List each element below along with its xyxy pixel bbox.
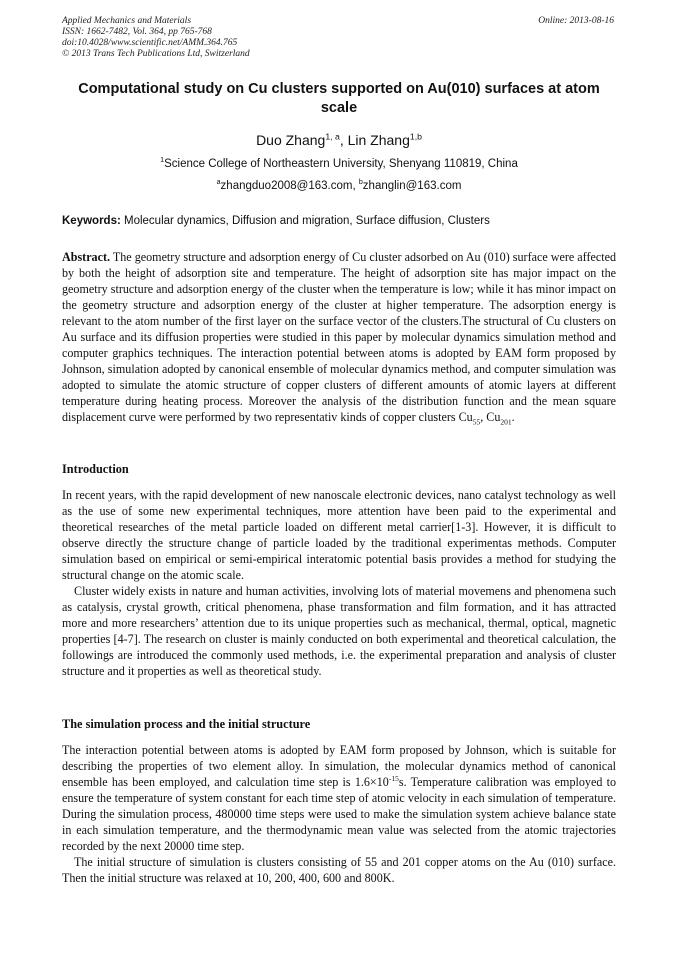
abstract-section xyxy=(62,249,616,425)
affiliation-text: Science College of Northeastern University, Shenyang 110819, China xyxy=(164,158,518,170)
publication-header xyxy=(62,16,422,60)
exponent: -15 xyxy=(388,773,399,783)
author-separator: , xyxy=(339,132,348,148)
email-mark: a xyxy=(216,178,221,187)
simulation-section xyxy=(62,716,616,886)
author-list xyxy=(62,131,616,149)
keywords-label: Keywords: xyxy=(62,215,121,227)
online-date: Online: 2013-08-16 xyxy=(538,16,614,26)
section-heading: Introduction xyxy=(62,462,129,476)
subscript: 55 xyxy=(472,417,481,427)
issn-line: ISSN: 1662-7482, Vol. 364, pp 765-768 xyxy=(62,27,212,37)
email-address: zhangduo2008@163.com xyxy=(220,180,353,192)
author-name: Lin Zhang xyxy=(347,132,410,148)
doi-line: doi:10.4028/www.scientific.net/AMM.364.765 xyxy=(62,38,238,48)
paper-title: Computational study on Cu clusters supported on Au(010) surfaces at atom scale xyxy=(78,81,600,116)
email-mark: b xyxy=(358,178,363,187)
affiliation-mark: 1 xyxy=(160,156,165,165)
author-name: Duo Zhang xyxy=(256,132,326,148)
paragraph: In recent years, with the rapid development of new nanoscale electronic devices, nano catalyst technology as well as the use of some new experimental techniques, more attention have been paid to the experimental and theoretical researches of the metal particle loaded on different metal carrier[1-3]. However, it is difficult to observe directly the structure change of particle loaded by the traditional experimentas methods. Computer simulation based on empirical or semi-empirical interatomic potential basis provides a method for studying the structural change on the atomic scale. xyxy=(62,488,616,582)
abstract-text-mid: , Cu xyxy=(480,410,501,424)
abstract-text: The geometry structure and adsorption energy of Cu cluster adsorbed on Au (010) surface were affected by both the height of adsorption site and temperature. The height of adsorption site has major impact on the geometry structure and adsorption energy of the cluster when the temperature is low; while it has minor impact on the geometry structure and adsorption energy of the cluster at higher temperature. The adsorption energy is relevant to the atom number of the first layer on the surface vector of the clusters.The structural of Cu clusters on Au surface and its diffusion properties were studied in this paper by molecular dynamics simulation method and computer graphics techniques. The interaction potential between atoms is adopted by EAM form proposed by Johnson, simulation adopted by canonical ensemble of molecular dynamics method, and computer simulation was adopted to simulate the atomic structure of copper clusters of different amounts of atomic layers at different temperature during heating process. Moreover the analysis of the distribution function and the mean square displacement curve were performed by two representativ kinds of copper clusters Cu xyxy=(62,250,616,424)
section-heading: The simulation process and the initial structure xyxy=(62,717,311,731)
paragraph-text: The interaction potential between atoms is adopted by EAM form proposed by Johnson, which is suitable for describing the properties of two element alloy. In simulation, the molecular dynamics method of canonical ensemble has been employed, and calculation time step is 1.6×10 xyxy=(62,743,616,789)
author-affiliation-mark: 1,b xyxy=(409,131,422,142)
abstract-paragraph xyxy=(62,249,616,425)
keywords-line xyxy=(62,214,616,228)
abstract-text-end: . xyxy=(511,410,515,424)
author-affiliation-mark: 1, a xyxy=(325,131,340,142)
introduction-section xyxy=(62,461,616,679)
subscript: 201 xyxy=(500,417,512,427)
paragraph: Cluster widely exists in nature and human activities, involving lots of material movemens and phenomena such as catalysis, crystal growth, critical phenomena, phase transformation and film formation, and it has attracted more and more researchers’ attention due to its unique properties such as mechanical, thermal, optical, magnetic properties [4-7]. The research on cluster is mainly conducted on both experimental and theoretical calculation, the followings are introduced the commonly used methods, i.e. the experimental preparation and analysis of cluster structure and it properties as well as theoretical study. xyxy=(62,584,616,678)
email-address: zhanglin@163.com xyxy=(362,180,462,192)
affiliation xyxy=(62,157,616,171)
copyright-line: © 2013 Trans Tech Publications Ltd, Switzerland xyxy=(62,49,250,59)
abstract-label: Abstract. xyxy=(62,250,111,264)
paragraph-text: s. Temperature calibration was employed to ensure the temperature of system constant for each time step of atomic velocity in each simulation of temperature. During the simulation process, 480000 time steps were used to make the simulation system achieve balance state in each simulation temperature, and the thermodynamic mean value was selected from the atomic trajectories recorded by the next 20000 time step. xyxy=(62,775,616,853)
email-list xyxy=(62,179,616,193)
paragraph xyxy=(62,742,616,854)
paragraph: The initial structure of simulation is clusters consisting of 55 and 201 copper atoms on the Au (010) surface. Then the initial structure was relaxed at 10, 200, 400, 600 and 800K. xyxy=(62,855,616,885)
email-separator: , xyxy=(352,180,359,192)
keywords-text: Molecular dynamics, Diffusion and migration, Surface diffusion, Clusters xyxy=(124,215,490,227)
journal-name: Applied Mechanics and Materials xyxy=(62,16,192,26)
